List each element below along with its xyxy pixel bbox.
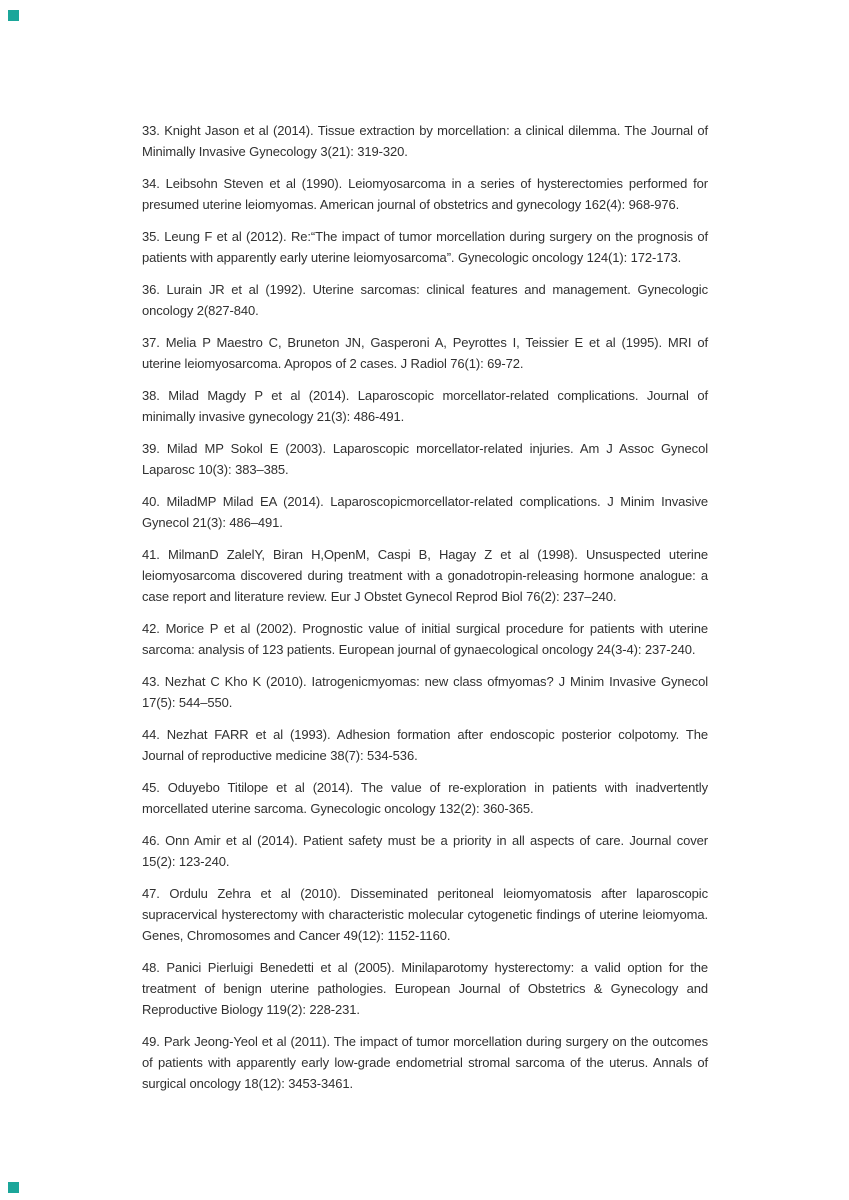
reference-entry: 47. Ordulu Zehra et al (2010). Disseminated peritoneal leiomyomatosis after laparoscopic supracervical hysterectomy with characteristic molecular cytogenetic findings of uterine leiomyoma. Genes, Chromosomes and Cancer 49(12): 1152-1160. (142, 886, 708, 943)
reference-entry: 35. Leung F et al (2012). Re:“The impact of tumor morcellation during surgery on the prognosis of patients with apparently early uterine leiomyosarcoma”. Gynecologic oncology 124(1): 172-173. (142, 229, 708, 265)
page-corner-mark-bottom-left (8, 1182, 19, 1193)
reference-entry: 42. Morice P et al (2002). Prognostic value of initial surgical procedure for patients with uterine sarcoma: analysis of 123 patients. European journal of gynaecological oncology 24(3-4): 237-240. (142, 621, 708, 657)
reference-entry: 34. Leibsohn Steven et al (1990). Leiomyosarcoma in a series of hysterectomies performed for presumed uterine leiomyomas. American journal of obstetrics and gynecology 162(4): 968-976. (142, 176, 708, 212)
reference-entry: 39. Milad MP Sokol E (2003). Laparoscopic morcellator-related injuries. Am J Assoc Gynecol Laparosc 10(3): 383–385. (142, 441, 708, 477)
references-list (142, 120, 708, 1094)
reference-entry: 36. Lurain JR et al (1992). Uterine sarcomas: clinical features and management. Gynecologic oncology 2(827-840. (142, 282, 708, 318)
reference-entry: 40. MiladMP Milad EA (2014). Laparoscopicmorcellator-related complications. J Minim Invasive Gynecol 21(3): 486–491. (142, 494, 708, 530)
reference-entry: 43. Nezhat C Kho K (2010). Iatrogenicmyomas: new class ofmyomas? J Minim Invasive Gynecol 17(5): 544–550. (142, 674, 708, 710)
reference-entry: 46. Onn Amir et al (2014). Patient safety must be a priority in all aspects of care. Journal cover 15(2): 123-240. (142, 833, 708, 869)
reference-entry: 37. Melia P Maestro C, Bruneton JN, Gasperoni A, Peyrottes I, Teissier E et al (1995). MRI of uterine leiomyosarcoma. Apropos of 2 cases. J Radiol 76(1): 69-72. (142, 335, 708, 371)
page-corner-mark-top-left (8, 10, 19, 21)
reference-entry: 48. Panici Pierluigi Benedetti et al (2005). Minilaparotomy hysterectomy: a valid option for the treatment of benign uterine pathologies. European Journal of Obstetrics & Gynecology and Reproductive Biology 119(2): 228-231. (142, 960, 708, 1017)
reference-entry: 38. Milad Magdy P et al (2014). Laparoscopic morcellator-related complications. Journal of minimally invasive gynecology 21(3): 486-491. (142, 388, 708, 424)
reference-entry: 41. MilmanD ZalelY, Biran H,OpenM, Caspi B, Hagay Z et al (1998). Unsuspected uterine leiomyosarcoma discovered during treatment with a gonadotropin-releasing hormone analogue: a case report and literature review. Eur J Obstet Gynecol Reprod Biol 76(2): 237–240. (142, 547, 708, 604)
reference-entry: 44. Nezhat FARR et al (1993). Adhesion formation after endoscopic posterior colpotomy. The Journal of reproductive medicine 38(7): 534-536. (142, 727, 708, 763)
reference-entry: 49. Park Jeong-Yeol et al (2011). The impact of tumor morcellation during surgery on the outcomes of patients with apparently early low-grade endometrial stromal sarcoma of the uterus. Annals of surgical oncology 18(12): 3453-3461. (142, 1034, 708, 1091)
reference-entry: 33. Knight Jason et al (2014). Tissue extraction by morcellation: a clinical dilemma. The Journal of Minimally Invasive Gynecology 3(21): 319-320. (142, 123, 708, 159)
reference-entry: 45. Oduyebo Titilope et al (2014). The value of re-exploration in patients with inadvertently morcellated uterine sarcoma. Gynecologic oncology 132(2): 360-365. (142, 780, 708, 816)
